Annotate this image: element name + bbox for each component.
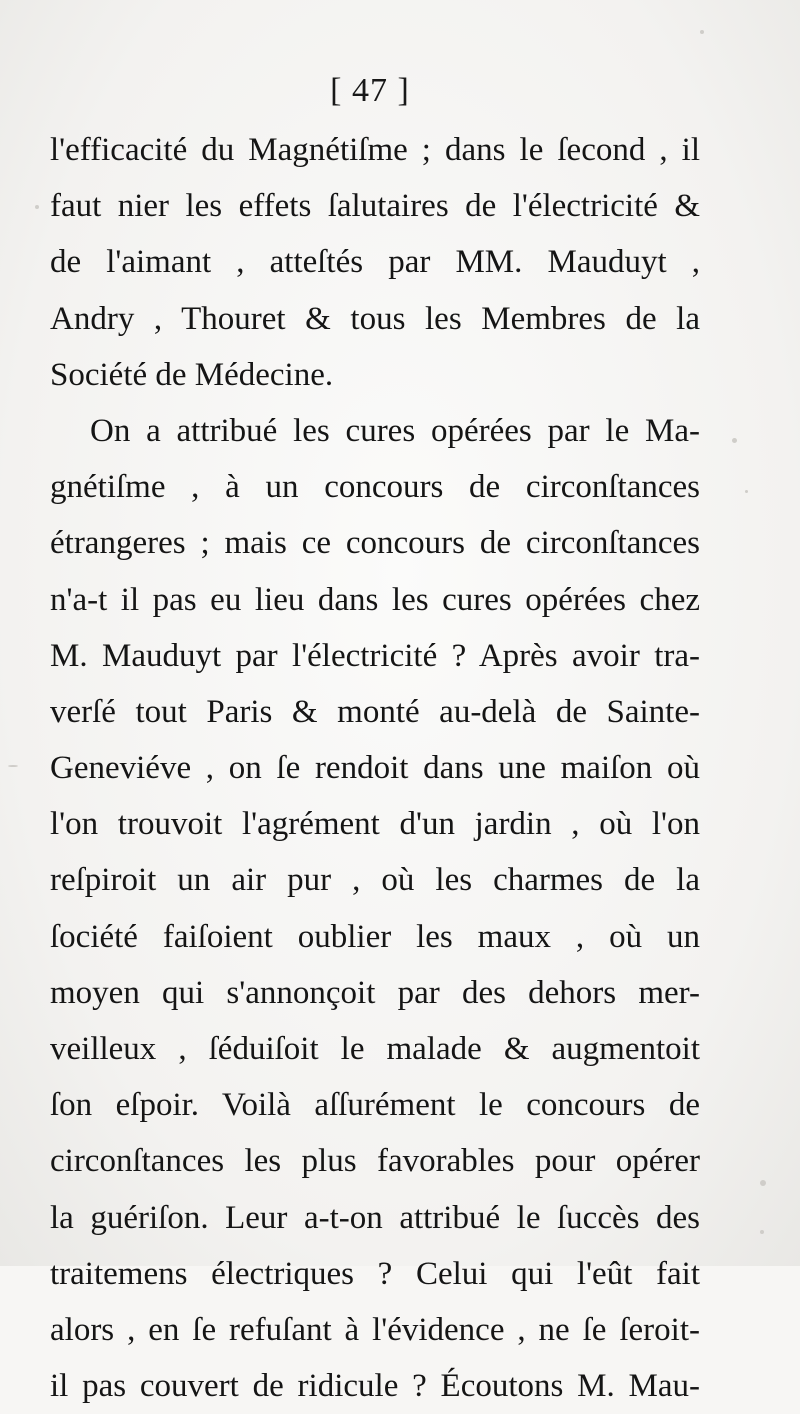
text-line: M. Mauduyt par l'électricité ? Après avoir tra- <box>50 637 700 674</box>
text-line: ſon eſpoir. Voilà aſſurément le concours de <box>50 1087 700 1124</box>
text-line: alors , en ſe refuſant à l'évidence , ne ſe ſeroit- <box>50 1311 700 1348</box>
text-line: étrangeres ; mais ce concours de circonſtances <box>50 525 700 562</box>
text-line: faut nier les effets ſalutaires de l'électricité & <box>50 188 700 225</box>
paper-speck <box>700 30 704 34</box>
text-line: Geneviéve , on ſe rendoit dans une maiſon où <box>50 750 700 787</box>
text-line: reſpiroit un air pur , où les charmes de la <box>50 862 700 899</box>
text-line: moyen qui s'annonçoit par des dehors mer- <box>50 974 700 1011</box>
text-line: verſé tout Paris & monté au-delà de Sainte- <box>50 693 700 730</box>
paper-speck <box>732 438 737 443</box>
paper-speck <box>760 1180 766 1186</box>
text-line: ſociété faiſoient oublier les maux , où un <box>50 918 700 955</box>
paper-speck <box>35 205 39 209</box>
text-line: l'on trouvoit l'agrément d'un jardin , où l'on <box>50 806 700 843</box>
text-line: n'a-t il pas eu lieu dans les cures opérées chez <box>50 581 700 618</box>
text-line: gnétiſme , à un concours de circonſtances <box>50 469 700 506</box>
text-line: On a attribué les cures opérées par le Ma- <box>90 412 700 449</box>
text-line: de l'aimant , atteſtés par MM. Mauduyt , <box>50 244 700 281</box>
text-line: veilleux , ſéduiſoit le malade & augmentoit <box>50 1031 700 1067</box>
text-line: il pas couvert de ridicule ? Écoutons M. Mau- <box>50 1368 700 1405</box>
paper-speck <box>8 765 18 767</box>
paper-speck <box>760 1230 764 1234</box>
text-line: l'efficacité du Magnétiſme ; dans le ſecond , il <box>50 132 700 168</box>
page-number: [ 47 ] <box>330 72 410 109</box>
text-line: Andry , Thouret & tous les Membres de la <box>50 300 700 337</box>
body-text <box>50 122 700 1414</box>
text-line: traitemens électriques ? Celui qui l'eût fait <box>50 1255 700 1292</box>
text-line: circonſtances les plus favorables pour opérer <box>50 1143 700 1180</box>
text-line: Société de Médecine. <box>50 356 334 393</box>
text-line: la guériſon. Leur a-t-on attribué le ſuccès des <box>50 1199 700 1236</box>
paper-speck <box>745 490 748 493</box>
